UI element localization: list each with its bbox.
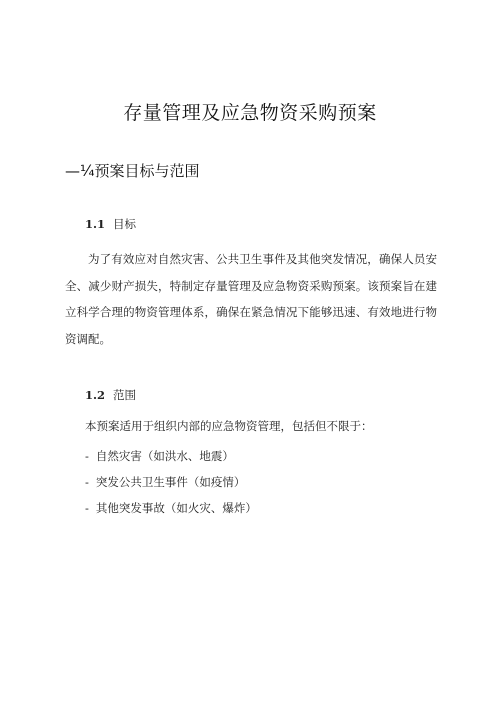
- section-heading: —¼预案目标与范围: [65, 162, 200, 180]
- document-title: 存量管理及应急物资采购预案: [123, 102, 377, 124]
- subsection-heading-scope: [85, 387, 136, 403]
- list-item: [85, 469, 257, 495]
- scope-list: [85, 443, 257, 521]
- subsection-label: 范围: [113, 388, 137, 402]
- subsection-number: 1.2: [85, 388, 106, 402]
- goal-paragraph: 为了有效应对自然灾害、公共卫生事件及其他突发情况，确保人员安全、减少财产损失，特制定存量管理及应急物资采购预案。该预案旨在建立科学合理的物资管理体系，确保在紧急情况下能够迅速、有效地进行物资调配。: [65, 252, 437, 346]
- subsection-heading-goal: [85, 216, 136, 232]
- list-item-text: 突发公共卫生事件（如疫情）: [95, 475, 246, 489]
- list-bullet: -: [85, 501, 89, 515]
- subsection-number: 1.1: [85, 217, 106, 231]
- list-item: [85, 443, 257, 469]
- scope-intro: 本预案适用于组织内部的应急物资管理，包括但不限于：: [85, 419, 373, 433]
- list-item-text: 自然灾害（如洪水、地震）: [95, 449, 234, 463]
- list-item-text: 其他突发事故（如火灾、爆炸）: [95, 501, 257, 515]
- list-item: [85, 495, 257, 521]
- list-bullet: -: [85, 449, 89, 463]
- subsection-label: 目标: [113, 217, 137, 231]
- list-bullet: -: [85, 475, 89, 489]
